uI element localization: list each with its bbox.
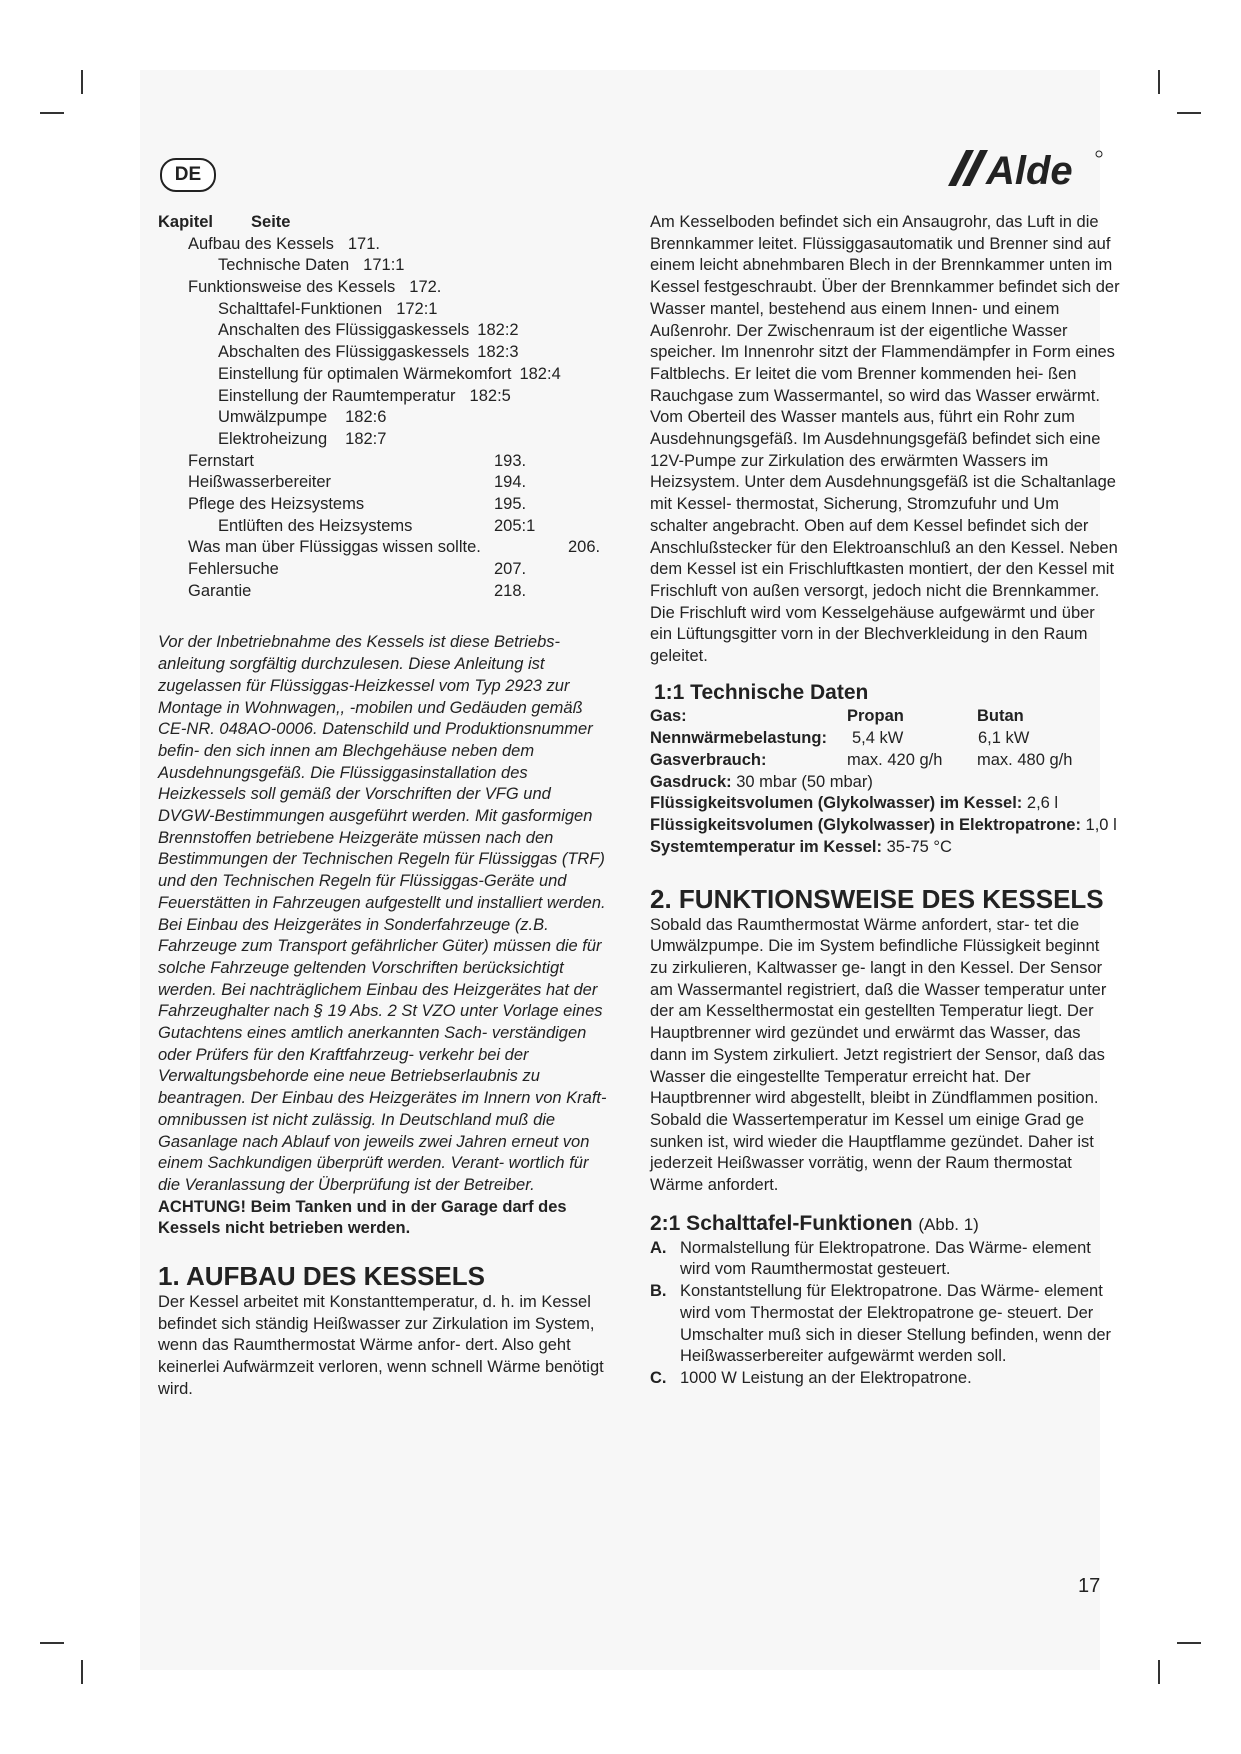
systemtemperatur — [650, 837, 1120, 859]
crop-mark — [1177, 1642, 1201, 1644]
toc-page: 182:5 — [469, 386, 511, 405]
toc-page: 218. — [494, 581, 527, 600]
toc-head-seite: Seite — [251, 213, 291, 231]
verbrauch-propan: max. 420 g/h — [847, 750, 943, 769]
spec-row-nenn — [650, 728, 1120, 750]
warning-text: ACHTUNG! Beim Tanken und in der Garage darf des Kessels nicht betrieben werden. — [158, 1197, 567, 1238]
list-item — [650, 1238, 1120, 1281]
list-text: Normalstellung für Elektropatrone. Das Wärme- element wird vom Raumthermostat gesteuert. — [680, 1238, 1091, 1279]
crop-mark — [1177, 112, 1201, 114]
toc-title: Einstellung für optimalen Wärmekomfort — [218, 364, 512, 383]
toc-entry — [158, 320, 608, 342]
toc-entry — [158, 364, 608, 386]
section-1-heading: 1. AUFBAU DES KESSELS — [158, 1261, 485, 1292]
table-of-contents — [158, 234, 608, 603]
toc-entry — [158, 451, 608, 473]
tech-data-heading: 1:1 Technische Daten — [654, 680, 869, 704]
toc-title: Umwälzpumpe — [218, 408, 328, 427]
toc-title: Einstellung der Raumtemperatur — [218, 386, 456, 405]
section-2-body: Sobald das Raumthermostat Wärme anfordert, star- tet die Umwälzpumpe. Die im System befindliche Flüssigkeit beginnt zu zirkulieren, Kaltwasser ge- langt in den Kessel. Der Sensor am Wassermantel registriert, daß die Wasser temperatur unter der am Kesselthermostat ein gestellten Temperatur liegt. Der Hauptbrenner wird gezündet und erwärmt das Wasser, das dann im System zirkuliert. Jetzt registriert der Sensor, daß das Wasser die eingestellte Temperatur erreicht hat. Der Hauptbrenner wird abgestellt, bleibt in Zündflammen position. Sobald die Wassertemperatur im Kessel um einige Grad ge sunken ist, wird wieder die Hauptflamme gezündet. Daher ist jederzeit Heißwasser vorrätig, wenn der Raum thermostat Wärme anfordert. — [650, 915, 1107, 1195]
list-text: 1000 W Leistung an der Elektropatrone. — [680, 1368, 972, 1387]
intro-notice: Vor der Inbetriebnahme des Kessels ist diese Betriebs- anleitung sorgfältig durchzulesen. Diese Anleitung ist zugelassen für Flüssiggas-Heizkessel vom Typ 2923 zur Montage in Wohnwagen,, -mobilen und Gedäuden gemäß CE-NR. 048AO-0006. Datenschild und Produktionsnummer befin- den sich innen am Blechgehäuse neben dem Ausdehnungsgefäß. Die Flüssiggasinstallation des Heizkessels soll gemäß der Vorschriften der VFG und DVGW-Bestimmungen ausgeführt werden. Mit gasformigen Brennstoffen betriebene Heizgeräte müssen nach den Bestimmungen der Technischen Regeln für Flüssiggas (TRF) und den Technischen Regeln für Flüssiggas-Geräte und Feuerstätten in Fahrzeugen aufgestellt und installiert werden. Bei Einbau des Heizgerätes in Sonderfahrzeuge (z.B. Fahrzeuge zum Transport gefährlicher Güter) müssen die für solche Fahrzeuge geltenden Vorschriften berücksichtigt werden. Bei nachträglichem Einbau des Heizgerätes hat der Fahrzeughalter nach § 19 Abs. 2 St VZO unter Vorlage eines Gutachtens eines amtlich anerkannten Sach- verständigen oder Prüfers für den Kraftfahrzeug- verkehr bei der Verwaltungsbehorde eine neue Betriebserlaubnis zu beantragen. Der Einbau des Heizgerätes im Innern von Kraft- omnibussen ist nicht zulässig. In Deutschland muß die Gasanlage nach Ablauf von jeweils zwei Jahren erneut von einem Sachkundigen überprüft werden. Verant- wortlich für die Veranlassung der Überprüfung ist der Betreiber. — [158, 633, 607, 1194]
toc-page: 172. — [409, 278, 442, 297]
toc-page: 182:3 — [477, 343, 519, 362]
toc-title: Was man über Flüssiggas wissen sollte. — [188, 538, 481, 557]
toc-entry — [158, 299, 608, 321]
volumen-patrone — [650, 815, 1120, 837]
toc-entry — [158, 429, 608, 451]
toc-page: 206. — [568, 538, 601, 557]
toc-entry — [158, 494, 608, 516]
nenn-label: Nennwärmebelastung: — [650, 728, 827, 747]
list-item — [650, 1368, 1120, 1390]
list-item — [650, 1281, 1120, 1368]
toc-page: 195. — [494, 494, 527, 513]
alde-logo — [946, 148, 1106, 193]
propan-header: Propan — [847, 706, 904, 725]
butan-header: Butan — [977, 706, 1024, 725]
section-2-heading: 2. FUNKTIONSWEISE DES KESSELS — [650, 883, 1104, 914]
schalttafel-title: 2:1 Schalttafel-Funktionen — [650, 1211, 913, 1235]
toc-entry — [158, 537, 608, 559]
toc-header — [158, 212, 608, 234]
crop-mark — [1158, 1660, 1160, 1684]
toc-page: 193. — [494, 451, 527, 470]
toc-entry — [158, 407, 608, 429]
toc-page: 171. — [347, 234, 380, 253]
toc-title: Funktionsweise des Kessels — [188, 278, 396, 297]
gasdruck — [650, 772, 1120, 794]
toc-title: Aufbau des Kessels — [188, 234, 334, 253]
volumen-kessel-value: 2,6 l — [1026, 794, 1059, 813]
toc-title: Heißwasserbereiter — [188, 473, 332, 492]
crop-mark — [40, 112, 64, 114]
toc-entry — [158, 255, 608, 277]
systemtemperatur-value: 35-75 °C — [886, 837, 952, 856]
systemtemperatur-label: Systemtemperatur im Kessel: — [650, 837, 883, 856]
volumen-kessel-label: Flüssigkeitsvolumen (Glykolwasser) im Kessel: — [650, 794, 1023, 813]
kessel-description: Am Kesselboden befindet sich ein Ansaugrohr, das Luft in die Brennkammer leitet. Flüssiggasautomatik und Brenner sind auf einem leicht abnehmbaren Blech in der Brennkammer unten im Kessel festgeschraubt. Über der Brennkammer befindet sich der Wasser mantel, bestehend aus einem Innen- und einem Außenrohr. Der Zwischenraum ist der eigentliche Wasser speicher. Im Innenrohr sitzt der Flammendämpfer in Form eines Faltblechs. Er leitet die vom Brenner kommenden hei- ßen Rauchgase zum Wassermantel, so wird das Wasser erwärmt. Vom Oberteil des Wasser mantels aus, führt ein Rohr zum Ausdehnungsgefäß. Im Ausdehnungsgefäß befindet sich eine 12V-Pumpe zur Zirkulation des erwärmten Wassers im Heizsystem. Unter dem Ausdehnungsgefäß ist die Schaltanlage mit Kessel- thermostat, Sicherung, Stromzufuhr und Um schalter angebracht. Oben auf dem Kessel befindet sich der Anschlußstecker für den Elektroanschluß an den Kessel. Neben dem Kessel ist ein Frischluftkasten montiert, der den Kessel mit Frischluft von außen versorgt, jedoch nicht die Brennkammer. Die Frischluft wird vom Kesselgehäuse aufgewärmt und über ein Lüftungsgitter vorn in der Blechverkleidung in den Raum geleitet. — [650, 213, 1120, 666]
crop-mark — [81, 1660, 83, 1684]
toc-title: Technische Daten — [218, 256, 350, 275]
volumen-patrone-value: 1,0 l — [1085, 816, 1117, 835]
toc-page: 182:2 — [477, 321, 519, 340]
left-column — [158, 212, 608, 1401]
toc-entry — [158, 472, 608, 494]
crop-mark — [1158, 70, 1160, 94]
toc-entry — [158, 559, 608, 581]
figure-reference: (Abb. 1) — [918, 1214, 979, 1234]
toc-entry — [158, 386, 608, 408]
toc-title: Garantie — [188, 581, 252, 600]
verbrauch-butan: max. 480 g/h — [977, 750, 1073, 769]
spec-row-verbrauch — [650, 750, 1120, 772]
toc-title: Fernstart — [188, 451, 255, 470]
toc-entry — [158, 277, 608, 299]
schalttafel-heading — [650, 1211, 1120, 1238]
brand-wordmark: Alde — [986, 149, 1073, 188]
toc-page: 182:6 — [345, 408, 387, 427]
toc-title: Schalttafel-Funktionen — [218, 299, 383, 318]
crop-mark — [40, 1642, 64, 1644]
toc-title: Elektroheizung — [218, 429, 328, 448]
toc-title: Pflege des Heizsystems — [188, 494, 365, 513]
schalttafel-list — [650, 1238, 1120, 1390]
toc-page: 205:1 — [494, 516, 536, 535]
toc-title: Anschalten des Flüssiggaskessels — [218, 321, 470, 340]
section-1-body: Der Kessel arbeitet mit Konstanttemperatur, d. h. im Kessel befindet sich ständig Heißwasser zur Zirkulation im System, wenn das Raumthermostat Wärme anfor- dert. Also geht keinerlei Aufwärmzeit verloren, wenn schnell Wärme benötigt wird. — [158, 1293, 604, 1398]
toc-head-kapitel: Kapitel — [158, 213, 214, 231]
verbrauch-label: Gasverbrauch: — [650, 750, 767, 769]
gasdruck-value: 30 mbar (50 mbar) — [736, 772, 873, 791]
list-key: C. — [650, 1368, 667, 1387]
list-text: Konstantstellung für Elektropatrone. Das Wärme- element wird vom Thermostat der Elektropatrone ge- steuert. Der Umschalter muß sich in dieser Stellung befinden, wenn der Heißwasserbereiter aufgewärmt werden soll. — [680, 1282, 1112, 1366]
nenn-propan: 5,4 kW — [852, 728, 904, 747]
toc-page: 182:7 — [345, 429, 387, 448]
toc-page: 207. — [494, 560, 527, 579]
toc-entry — [158, 342, 608, 364]
page-number: 17 — [1078, 1575, 1101, 1597]
spec-row-gas — [650, 706, 1120, 728]
toc-entry — [158, 234, 608, 256]
toc-page: 171:1 — [363, 256, 405, 275]
toc-title: Entlüften des Heizsystems — [218, 516, 413, 535]
toc-title: Abschalten des Flüssiggaskessels — [218, 343, 470, 362]
tech-data-table — [650, 706, 1120, 859]
toc-page: 194. — [494, 473, 527, 492]
nenn-butan: 6,1 kW — [978, 728, 1030, 747]
volumen-patrone-label: Flüssigkeitsvolumen (Glykolwasser) in Elektropatrone: — [650, 816, 1081, 835]
volumen-kessel — [650, 793, 1120, 815]
list-key: A. — [650, 1238, 667, 1257]
toc-title: Fehlersuche — [188, 560, 279, 579]
toc-page: 172:1 — [396, 299, 438, 318]
right-column — [650, 212, 1120, 1390]
gasdruck-label: Gasdruck: — [650, 772, 732, 791]
language-badge: DE — [160, 158, 216, 192]
crop-mark — [81, 70, 83, 94]
toc-entry — [158, 581, 608, 603]
gas-label: Gas: — [650, 706, 687, 725]
toc-entry — [158, 516, 608, 538]
toc-page: 182:4 — [519, 364, 561, 383]
list-key: B. — [650, 1282, 667, 1301]
